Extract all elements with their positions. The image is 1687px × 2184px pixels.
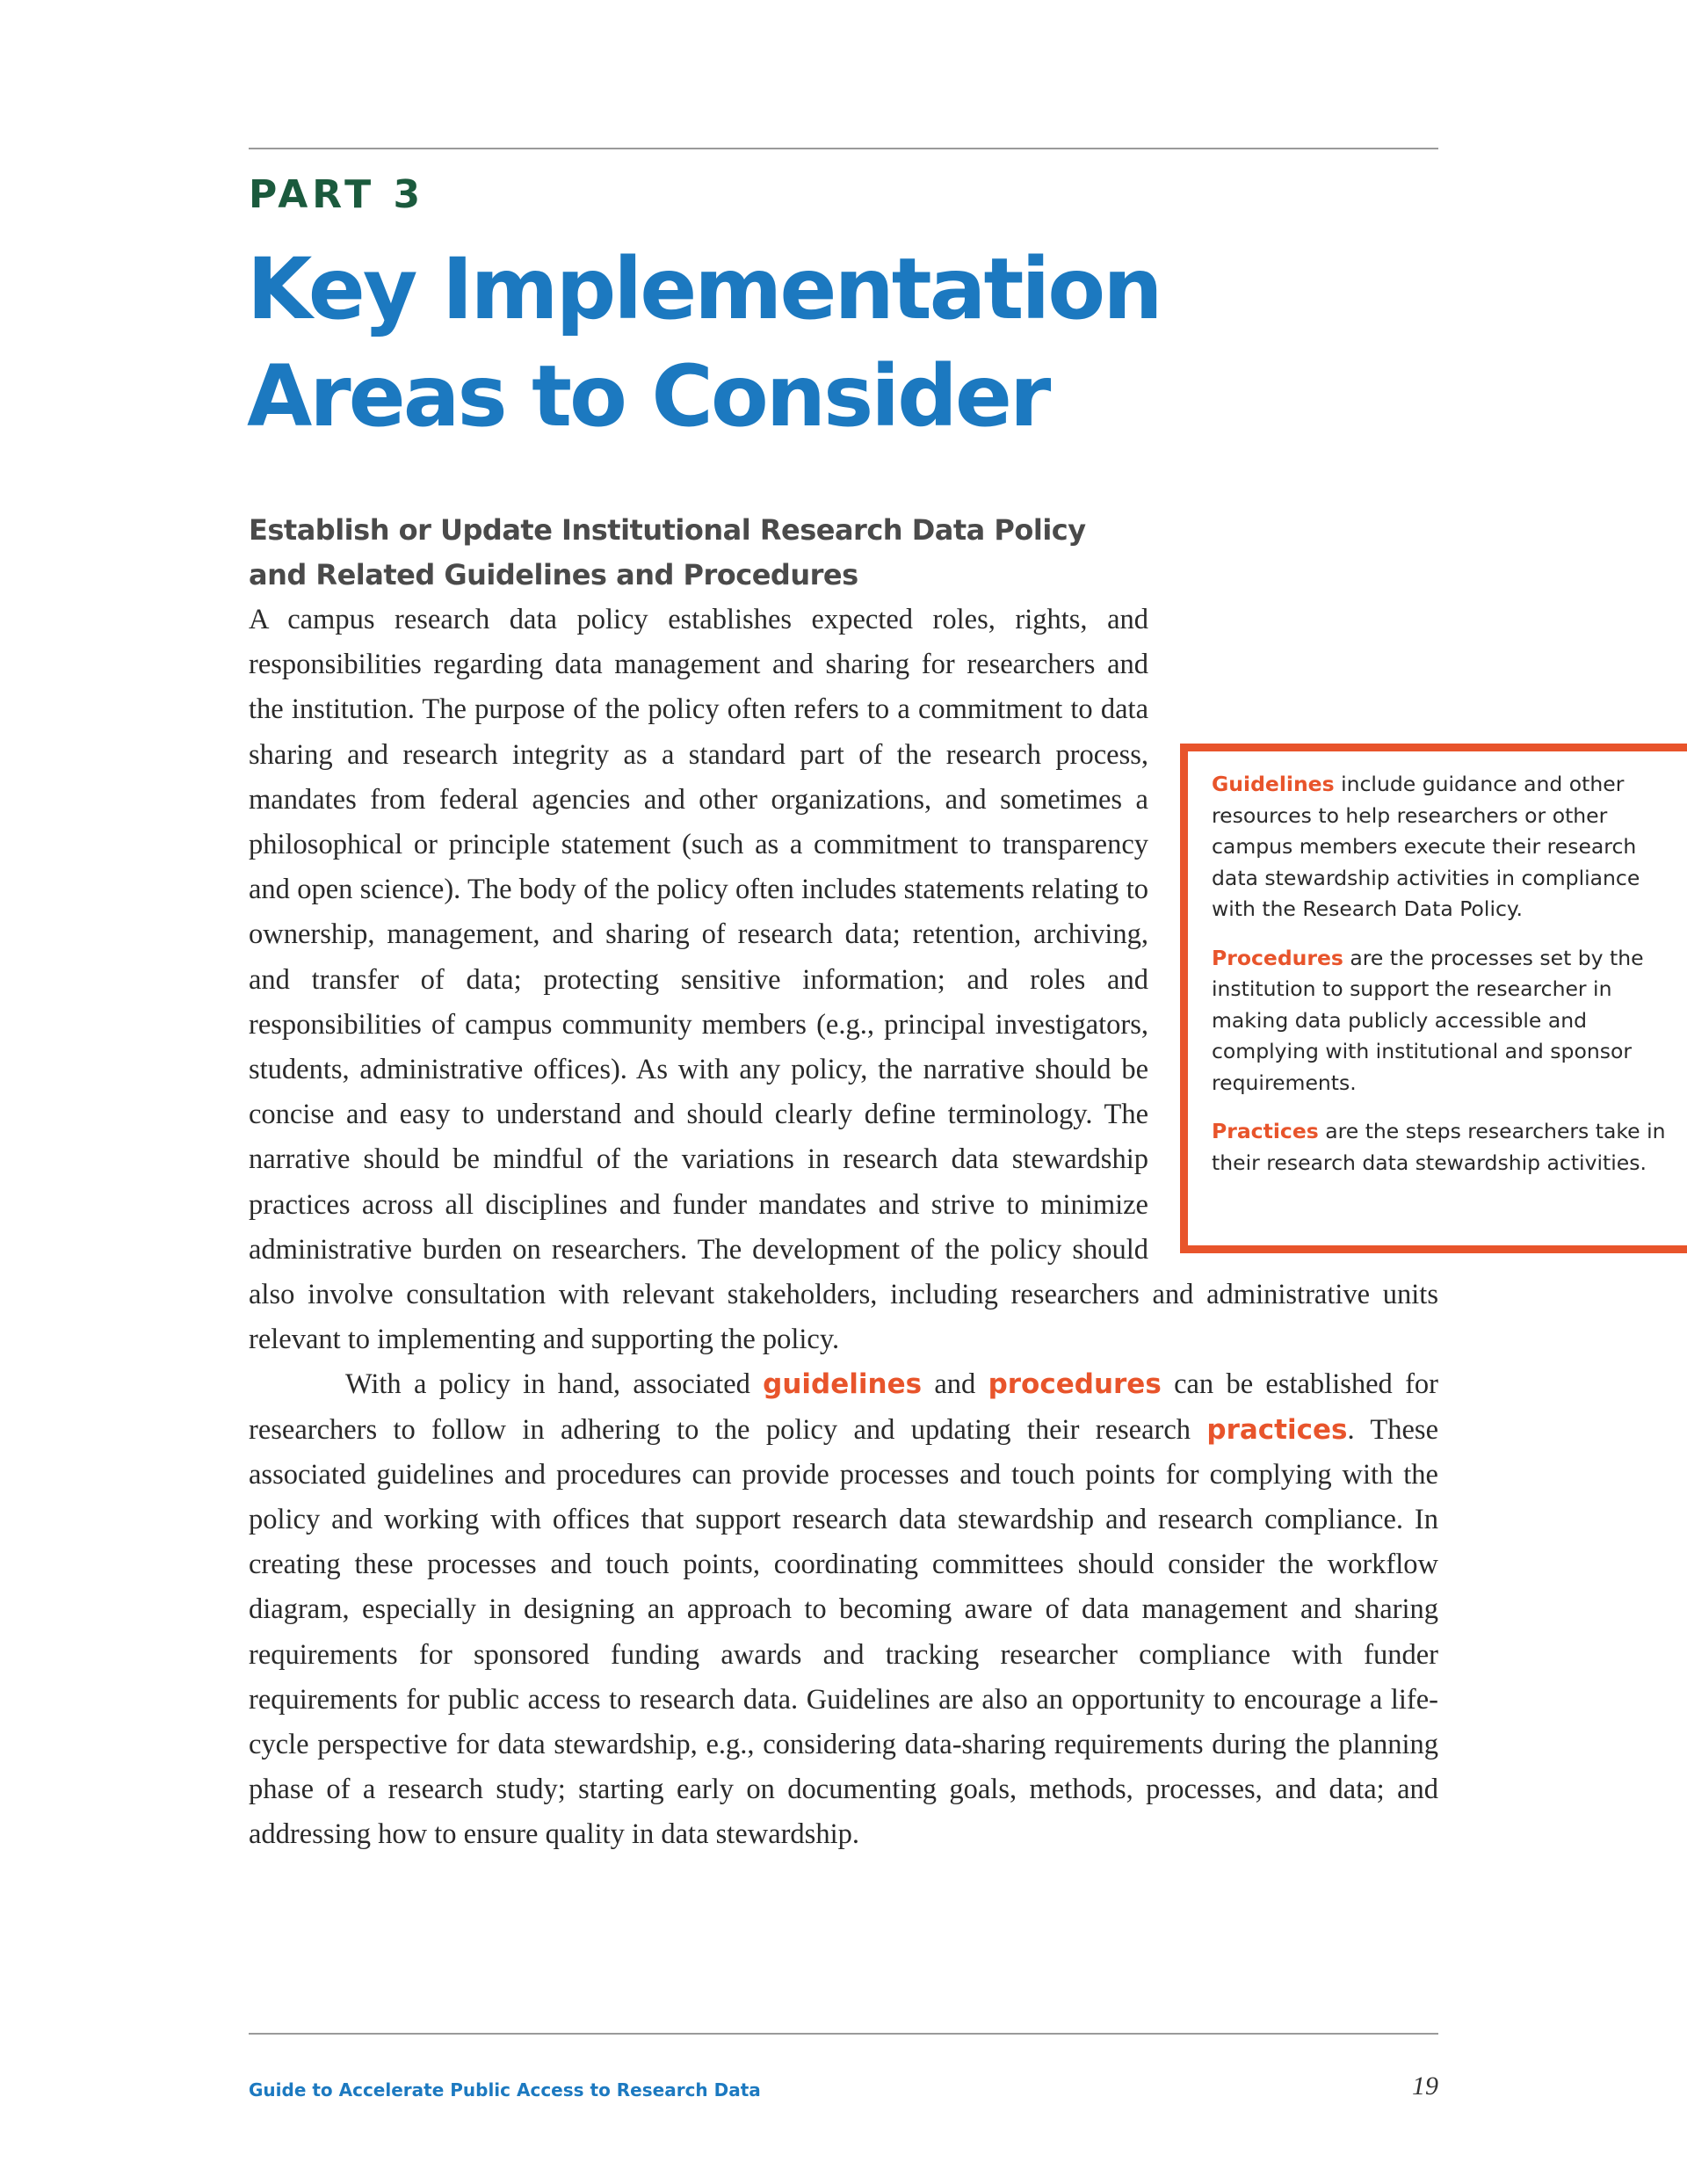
page-number: 19 <box>1412 2072 1438 2101</box>
paragraph-2-text-b: and <box>922 1368 988 1401</box>
sidebar-entry-guidelines <box>1212 769 1675 925</box>
sidebar-definition: are the processes set by the institution to support the researcher in making data publicly accessible and complying with institutional and sponsor requirements. <box>1212 945 1644 1095</box>
term-procedures: procedures <box>988 1368 1162 1401</box>
body-paragraph-2 <box>249 1362 1438 1857</box>
part-label: PART 3 <box>249 172 425 217</box>
term-guidelines: guidelines <box>763 1368 923 1401</box>
paragraph-2-text-d: . These associated guidelines and procedures can provide processes and touch points for complying with the policy and working with offices that support research data stewardship and research compliance. In creating these processes and touch points, coordinating committees should consider the workflow diagram, especially in designing an approach to becoming aware of data management and sharing requirements for sponsored funding awards and tracking researcher compliance with funder requirements for public access to research data. Guidelines are also an opportunity to encourage a life-cycle perspective for data stewardship, e.g., considering data-sharing requirements during the planning phase of a research study; starting early on documenting goals, methods, processes, and data; and addressing how to ensure quality in data stewardship. <box>249 1413 1438 1851</box>
section-heading <box>249 508 1215 598</box>
sidebar-entry-procedures <box>1212 943 1675 1099</box>
bottom-rule <box>249 2033 1438 2035</box>
sidebar-term: Guidelines <box>1212 772 1335 796</box>
paragraph-2-text-a: With a policy in hand, associated <box>345 1368 764 1401</box>
footer-title: Guide to Accelerate Public Access to Research Data <box>249 2079 761 2101</box>
paragraph-1-text: A campus research data policy establishes expected roles, rights, and responsibilities regarding data management and sharing for researchers and the institution. The purpose of the policy often refers to a commitment to data sharing and research integrity as a standard part of the research process, mandates from federal agencies and other organizations, and sometimes a philosophical or principle statement (such as a commitment to transparency and open science). The body of the policy often includes statements relating to ownership, management, and sharing of research data; retention, archiving, and transfer of data; protecting sensitive information; and roles and responsibilities of campus community members (e.g., principal investigators, students, administrative offices). As with any policy, the narrative should be concise and easy to understand and should clearly define terminology. The narrative should be mindful of the variations in research data stewardship practices across all disciplines and funder mandates and strive to minimize administrative burden on researchers. The development of the policy should also involve consultation with relevant stakeholders, including researchers and administrative units relevant to implementing and supporting the policy. <box>249 604 1438 1356</box>
top-rule <box>249 148 1438 149</box>
sidebar-definition: are the steps researchers take in their research data stewardship activities. <box>1212 1119 1666 1175</box>
page-title-line-1: Key Implementation <box>247 240 1161 338</box>
section-heading-line-2: and Related Guidelines and Procedures <box>249 558 858 591</box>
sidebar-term: Procedures <box>1212 945 1343 970</box>
paragraph-2-text-c: can be established for researchers to follow in adhering to the policy and updating their research <box>249 1368 1438 1446</box>
sidebar-entry-practices <box>1212 1116 1675 1179</box>
sidebar-term: Practices <box>1212 1119 1319 1143</box>
section-heading-line-1: Establish or Update Institutional Research Data Policy <box>249 513 1086 547</box>
term-practices: practices <box>1206 1413 1348 1446</box>
page-title <box>247 236 1389 450</box>
page-title-line-2: Areas to Consider <box>247 347 1049 446</box>
definitions-sidebar <box>1180 744 1687 1253</box>
sidebar-definition: include guidance and other resources to help researchers or other campus members execute their research data stewardship activities in compliance with the Research Data Policy. <box>1212 772 1640 921</box>
